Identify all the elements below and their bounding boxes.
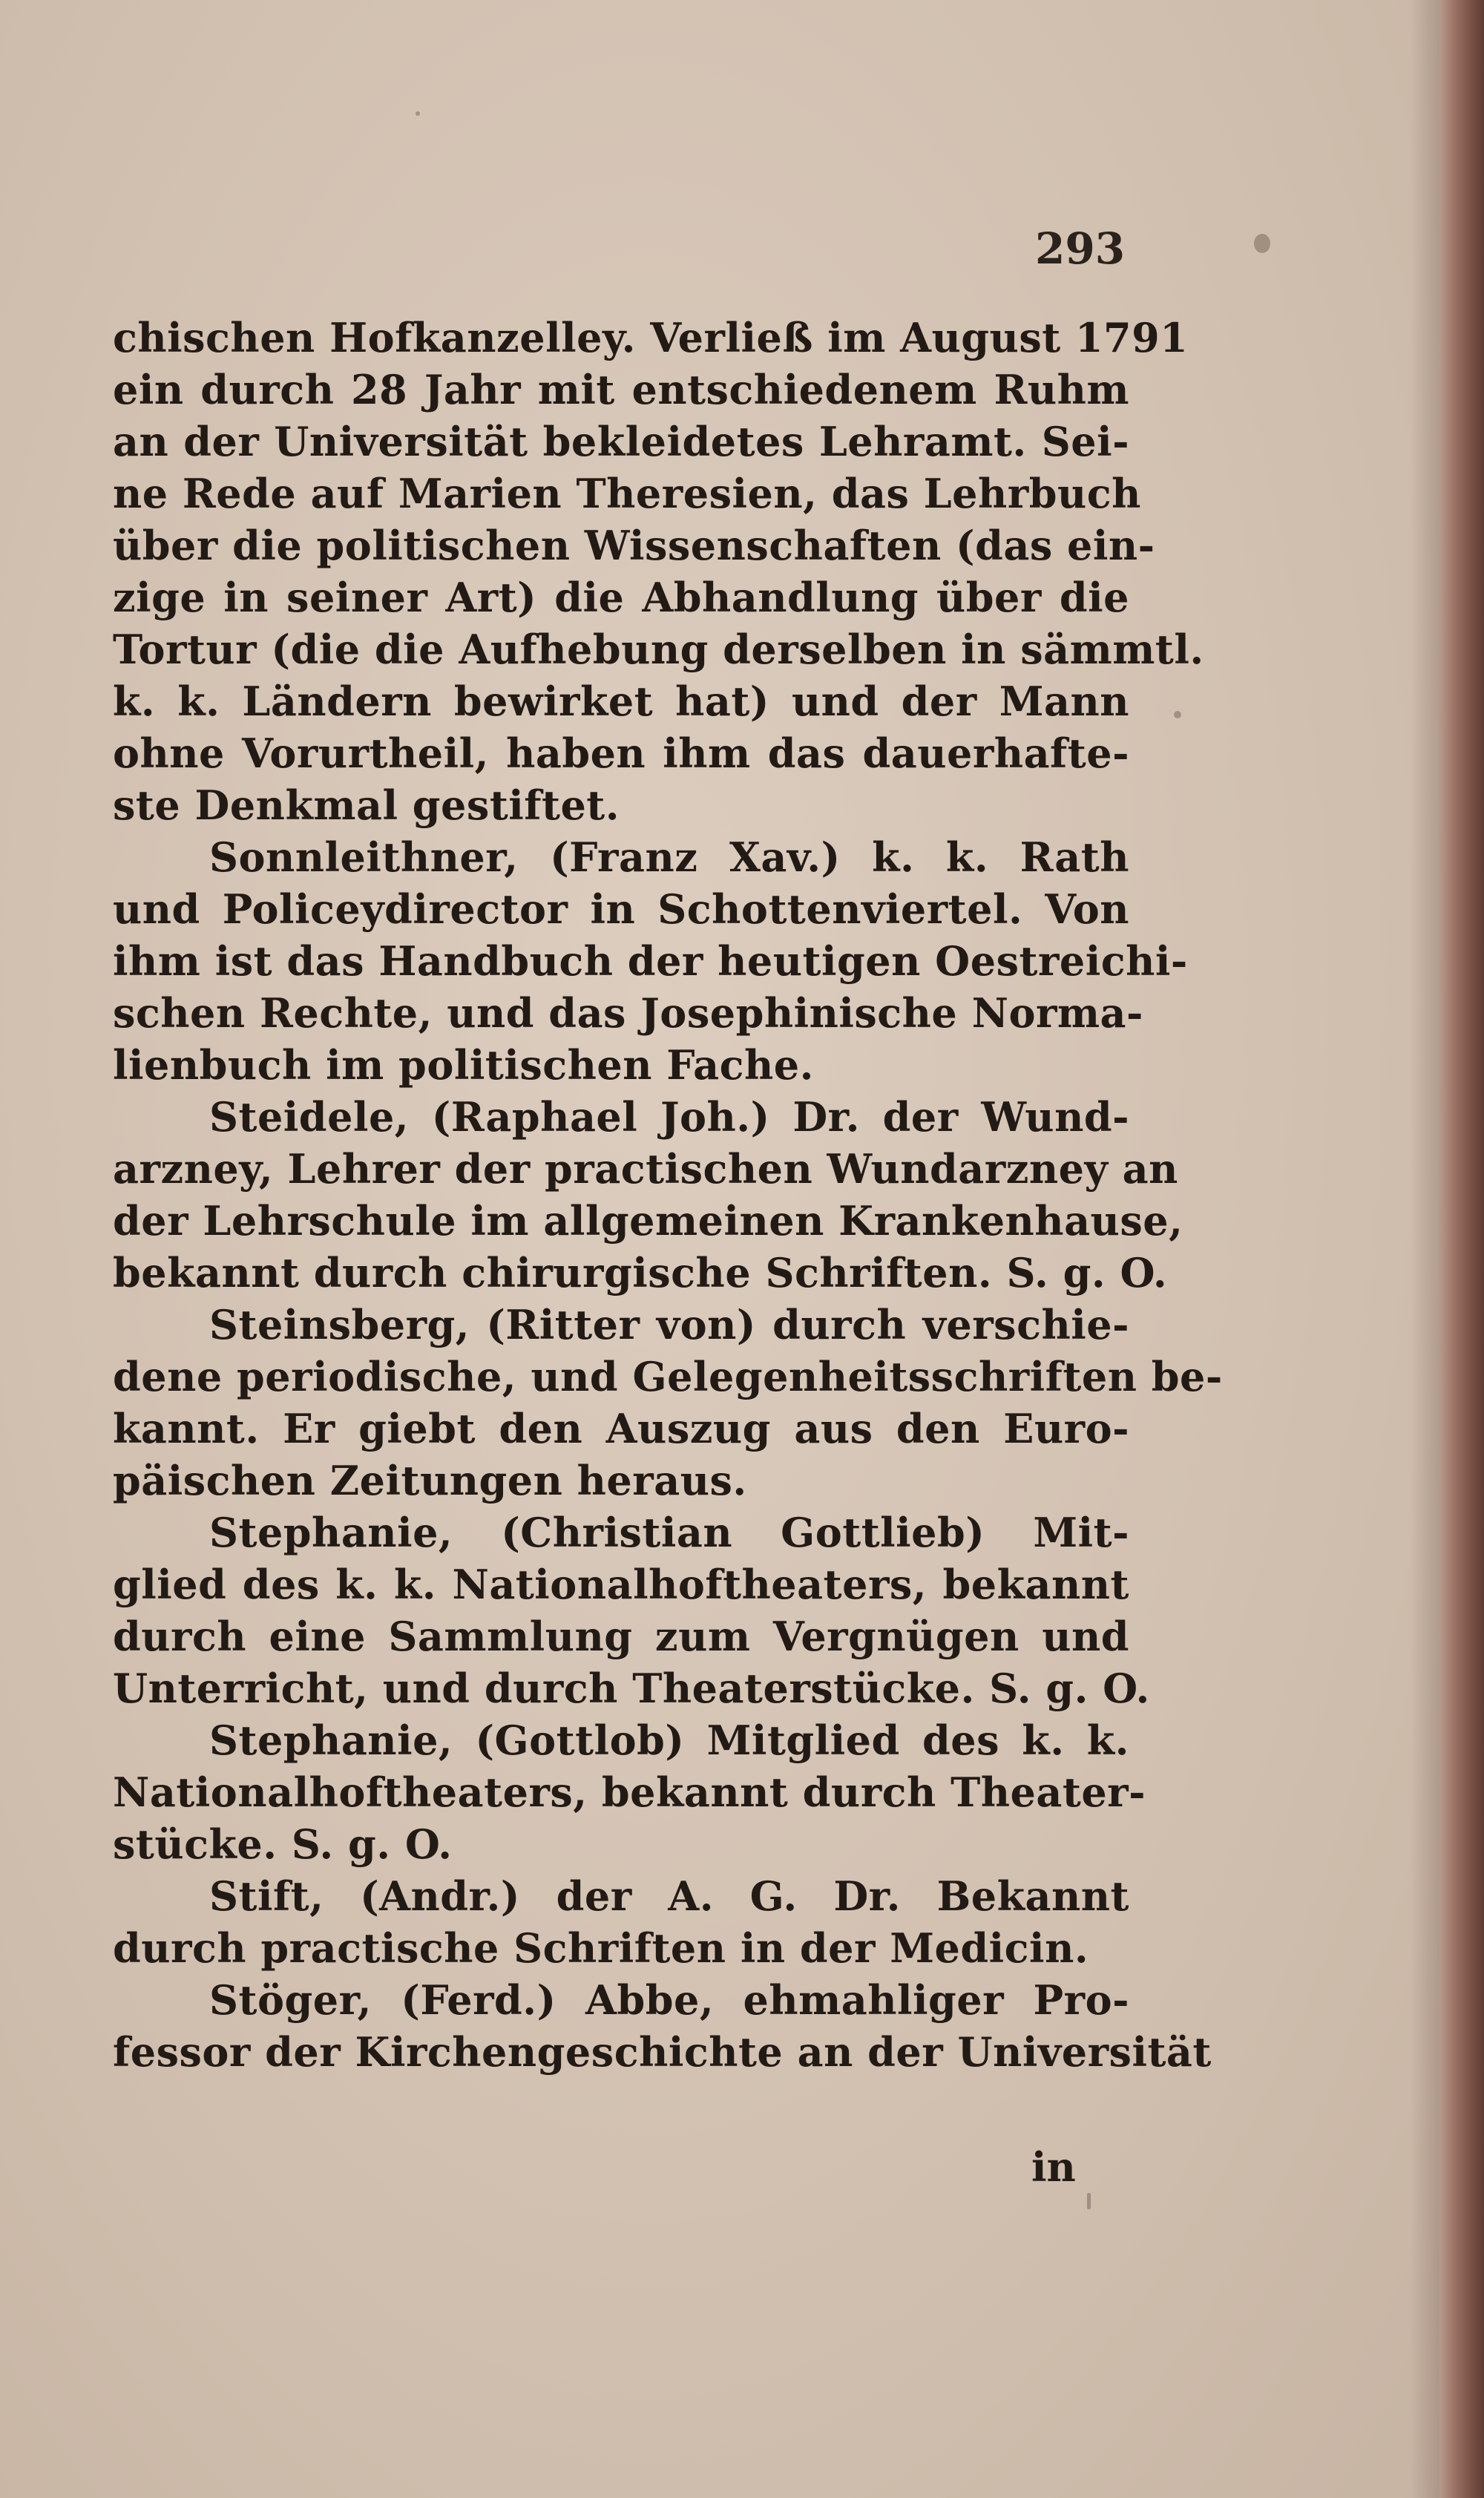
catchword: in (1031, 2143, 1076, 2191)
book-gutter (1439, 0, 1484, 2498)
text-line: päischen Zeitungen heraus. (113, 1457, 747, 1504)
text-line: arzney, Lehrer der practischen Wundarzney an (113, 1145, 1178, 1193)
text-line: Stephanie, (Christian Gottlieb) Mit- (209, 1509, 1129, 1556)
text-line: Unterricht, und durch Theaterstücke. S. g. O. (113, 1665, 1150, 1712)
text-line: Stephanie, (Gottlob) Mitglied des k. k. (209, 1717, 1129, 1764)
text-line: Tortur (die die Aufhebung derselben in sämmtl. (113, 626, 1204, 673)
text-line: schen Rechte, und das Josephinische Norma- (113, 989, 1143, 1037)
text-line: ne Rede auf Marien Theresien, das Lehrbuch (113, 470, 1141, 517)
text-line: Stift, (Andr.) der A. G. Dr. Bekannt (209, 1872, 1129, 1920)
text-line: durch practische Schriften in der Medicin. (113, 1924, 1089, 1972)
text-line: bekannt durch chirurgische Schriften. S. g. O. (113, 1249, 1168, 1296)
text-line: ste Denkmal gestiftet. (113, 781, 620, 829)
text-line: Steidele, (Raphael Joh.) Dr. der Wund- (209, 1093, 1129, 1141)
text-line: zige in seiner Art) die Abhandlung über die (113, 574, 1129, 621)
text-line: fessor der Kirchengeschichte an der Universität (113, 2028, 1212, 2076)
text-line: Steinsberg, (Ritter von) durch verschie- (209, 1301, 1129, 1348)
paper-speck (416, 111, 420, 116)
text-line: ohne Vorurtheil, haben ihm das dauerhafte- (113, 730, 1129, 777)
text-line: Nationalhoftheaters, bekannt durch Theater- (113, 1768, 1146, 1816)
text-line: über die politischen Wissenschaften (das ein- (113, 522, 1155, 569)
text-line: k. k. Ländern bewirket hat) und der Mann (113, 678, 1129, 725)
text-line: Sonnleithner, (Franz Xav.) k. k. Rath (209, 833, 1129, 881)
text-line: durch eine Sammlung zum Vergnügen und (113, 1613, 1129, 1660)
text-line: der Lehrschule im allgemeinen Krankenhause, (113, 1197, 1183, 1245)
paper-speck (1174, 711, 1181, 718)
main-text (113, 312, 1223, 2078)
gutter-shadow (1410, 0, 1439, 2498)
paper-speck (1254, 234, 1270, 253)
text-line: und Policeydirector in Schottenviertel. Von (113, 885, 1129, 933)
text-line: dene periodische, und Gelegenheitsschriften be- (113, 1353, 1223, 1400)
text-line: glied des k. k. Nationalhoftheaters, bekannt (113, 1561, 1129, 1608)
text-line: chischen Hofkanzelley. Verließ im August 1791 (113, 314, 1189, 361)
text-line: ihm ist das Handbuch der heutigen Oestreichi- (113, 937, 1188, 985)
text-line: ein durch 28 Jahr mit entschiedenem Ruhm (113, 366, 1129, 413)
text-line: lienbuch im politischen Fache. (113, 1041, 814, 1089)
text-line: kannt. Er giebt den Auszug aus den Euro- (113, 1405, 1129, 1452)
text-line: an der Universität bekleidetes Lehramt. Sei- (113, 418, 1129, 465)
text-line: Stöger, (Ferd.) Abbe, ehmahliger Pro- (209, 1976, 1129, 2024)
text-line: stücke. S. g. O. (113, 1820, 453, 1868)
paper-speck (1087, 2193, 1091, 2209)
page-number: 293 (1035, 223, 1126, 274)
